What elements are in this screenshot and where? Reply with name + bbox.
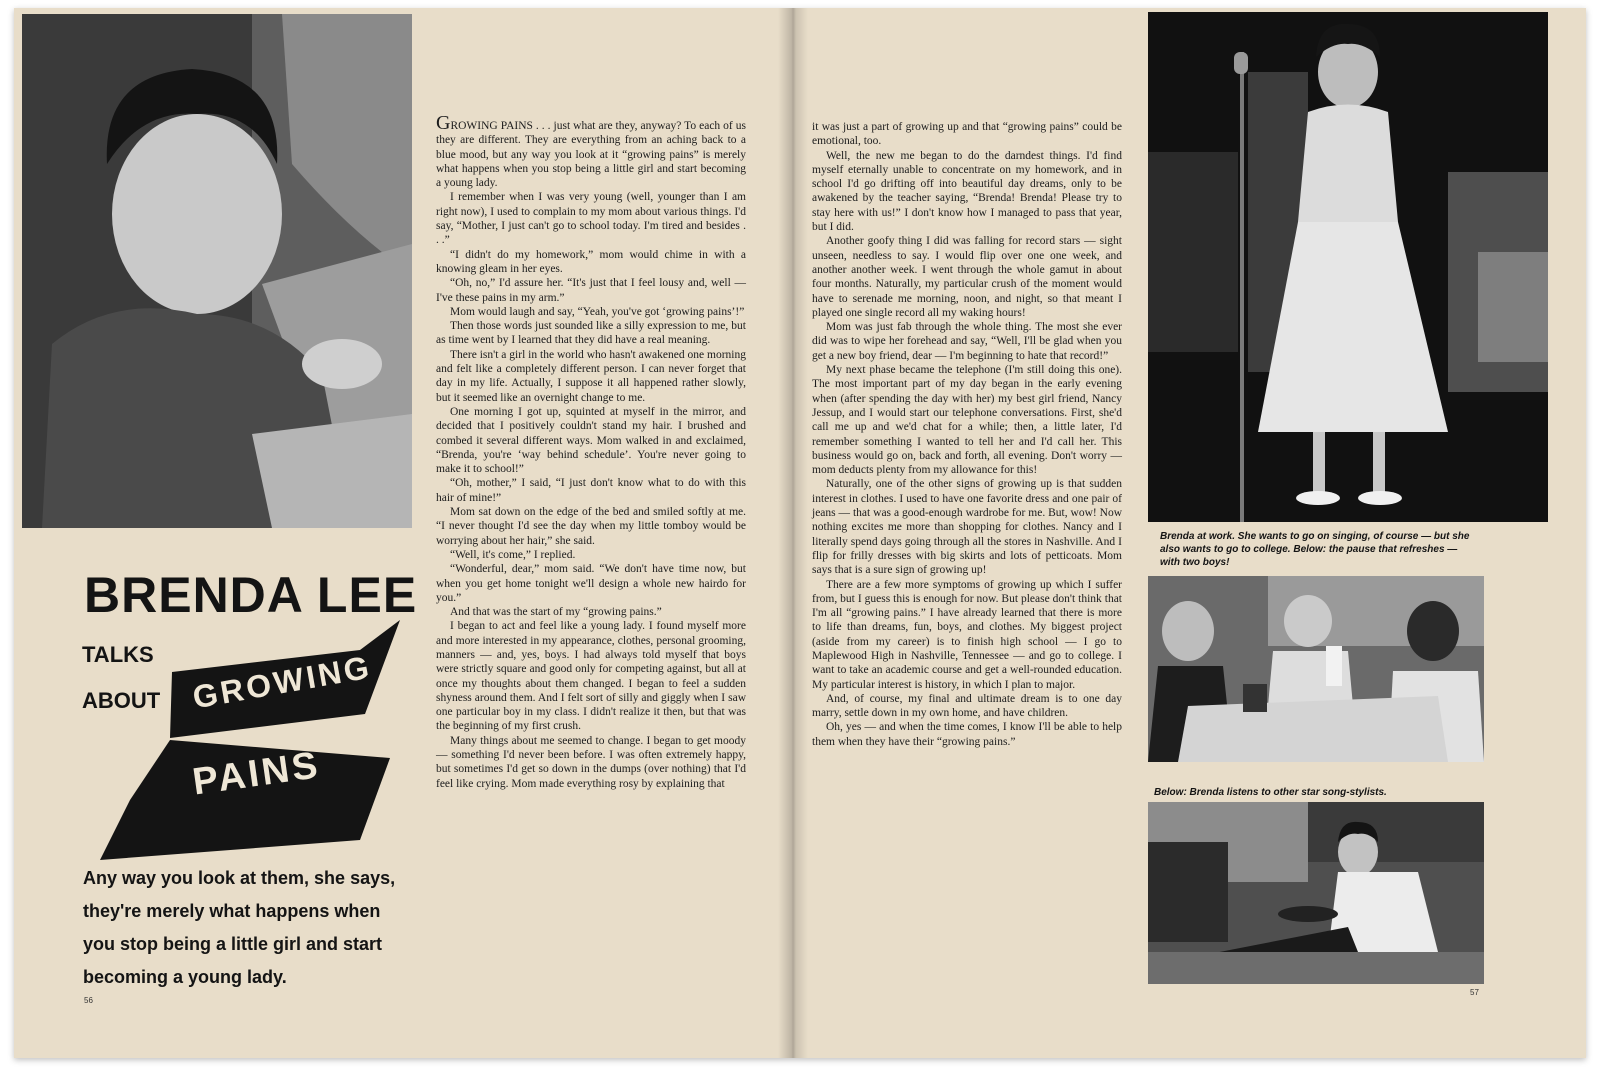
paragraph: Mom was just fab through the whole thing. The most she ever did was to wipe her forehead and say, “Well, I'll be glad when you get a new boy friend, dear — I'm beginning to hate that record!” xyxy=(812,321,1122,362)
paragraph: it was just a part of growing up and that “growing pains” could be emotional, too. xyxy=(812,121,1122,148)
paragraph: My next phase became the telephone (I'm still doing this one). The most important part of my day began in the early evening when (after spending the day with her) my best girl friend, Nancy Jessup, and I would start our telephone conversations. First, she'd call me up and we'd chat for a while; then, a little later, I'd remember something I wanted to tell her and I'd call her. This business would go on, back and forth, all evening. Don't worry — mom deducts plenty from my allowance for this! xyxy=(812,364,1122,477)
photo-brenda-singing xyxy=(1148,12,1548,522)
paragraph: Oh, yes — and when the time comes, I know I'll be able to help them when they have their “growing pains.” xyxy=(812,721,1122,748)
paragraph: “Well, it's come,” I replied. xyxy=(450,548,576,561)
title-word-growing: GROWING xyxy=(190,648,375,716)
subtitle-talks: TALKS xyxy=(82,642,154,667)
headline: BRENDA LEE xyxy=(84,567,418,623)
paragraph: There isn't a girl in the world who hasn't awakened one morning and felt like a completely different person. I can never forget that day in my life. Actually, I suppose it all happened rather slowly, but it seemed like an overnight change to me. xyxy=(436,348,746,404)
paragraph: And that was the start of my “growing pains.” xyxy=(450,606,662,619)
photo-brenda-listening xyxy=(1148,802,1484,984)
dropcap: G xyxy=(436,112,451,134)
paragraph: GROWING PAINS . . . just what are they, anyway? To each of us they are different. They are everything from an aching back to a blue mood, but any way you look at it “growing pains” is merely what happens when you stop being a little girl and start becoming a young lady. xyxy=(436,112,746,190)
paragraph: “Wonderful, dear,” mom said. “We don't have time now, but when you get home tonight we'll design a whole new hairdo for you.” xyxy=(436,563,746,604)
paragraph: Mom would laugh and say, “Yeah, you've got ‘growing pains’!” xyxy=(450,305,745,318)
paragraph: “Oh, mother,” I said, “I just don't know what to do with this hair of mine!” xyxy=(436,477,746,504)
subtitle-about: ABOUT xyxy=(82,688,161,713)
title-word-pains: PAINS xyxy=(190,744,323,804)
paragraph: Many things about me seemed to change. I began to get moody — something I'd never been before. I was often extremely happy, but sometimes I'd get so down in the dumps (over nothing) that I'd feel like crying. Mom made everything rosy by explaining that xyxy=(436,734,746,790)
paragraph: “Oh, no,” I'd assure her. “It's just that I feel lousy and, well — I've these pains in my arm.” xyxy=(436,277,746,304)
paragraph: “I didn't do my homework,” mom would chime in with a knowing gleam in her eyes. xyxy=(436,248,746,275)
paragraph: Mom sat down on the edge of the bed and smiled softly at me. “I never thought I'd see the day when my little tomboy would be worrying about her hair,” she said. xyxy=(436,506,746,547)
page-gutter xyxy=(778,8,808,1058)
paragraph: I remember when I was very young (well, younger than I am right now), I used to complain to my mom about various things. I'd say, “Mother, I just can't go to school today. I'm tired and besides . . .” xyxy=(436,191,746,247)
page-number-right: 57 xyxy=(1470,988,1479,997)
paragraph: One morning I got up, squinted at myself in the mirror, and decided that I positively couldn't stand my hair. I brushed and combed it several different ways. Mom walked in and exclaimed, “Brenda, you're ‘way behind schedule’. You're never going to make it to school!” xyxy=(436,405,746,476)
page-number-left: 56 xyxy=(84,996,93,1005)
paragraph: Well, the new me began to do the darndest things. I'd find myself eternally unable to concentrate on my homework, and in school I'd go drifting off into beautiful day dreams, only to be awakened by the teacher saying, “Brenda! Brenda! Please try to stay here with us!” I don't know how I managed to pass that year, but I did. xyxy=(812,149,1122,234)
article-column-2 xyxy=(812,120,1122,749)
article-column-1 xyxy=(436,112,746,791)
paragraph: There are a few more symptoms of growing up which I suffer from, but I guess this is enough for now. But please don't think that I'm all “growing pains.” I have already learned that there is more to life than dreams, fun, boys, and clothes. My biggest project (aside from my career) is to finish high school — I go to Maplewood High in Nashville, Tennessee — and go to college. I want to take an academic course and get a well-rounded education. My particular interest is history, in which I plan to major. xyxy=(812,578,1122,691)
title-banner-graphic xyxy=(0,0,420,880)
photo-soda-fountain xyxy=(1148,576,1484,762)
paragraph: Another goofy thing I did was falling for record stars — sight unseen, needless to say. I would flip over one one week, and another another week. I went through the whole gamut in about four months. Naturally, my particular crush of the moment would have to serenade me morning, noon, and night, so that meant I played one single record all my waking hours! xyxy=(812,235,1122,319)
paragraph: Naturally, one of the other signs of growing up is that sudden interest in clothes. I used to have one favorite dress and one pair of jeans — that was a good-enough wardrobe for me. But, wow! Now nothing excites me more than shopping for clothes. Nancy and I literally spend days going through all the stores in Nashville. And I flip for frilly dresses with big skirts and lots of petticoats. Mom says that is a sure sign of growing up! xyxy=(812,478,1122,577)
caption-singing: Brenda at work. She wants to go on singing, of course — but she also wants to go to college. Below: the pause that refreshes — with two boys! xyxy=(1160,531,1470,568)
caption-listening: Below: Brenda listens to other star song-stylists. xyxy=(1154,787,1387,798)
paragraph: Then those words just sounded like a silly expression to me, but as time went by I learned that they did have a real meaning. xyxy=(436,320,746,347)
deck-text: Any way you look at them, she says, they're merely what happens when you stop being a little girl and start becoming a young lady. xyxy=(83,868,396,987)
paragraph: I began to act and feel like a young lady. I found myself more and more interested in my appearance, clothes, personal grooming, manners — and, yes, boys. I had always told myself that boys were strictly square and good only for competing against, but all at once my thoughts about them changed. I began to feel a sudden shyness around them. And I felt sort of silly and giggly when I saw one particular boy in my class. I didn't realize it then, but that was the beginning of my first crush. xyxy=(436,620,746,733)
paragraph: And, of course, my final and ultimate dream is to one day marry, settle down in my own home, and have children. xyxy=(812,692,1122,720)
